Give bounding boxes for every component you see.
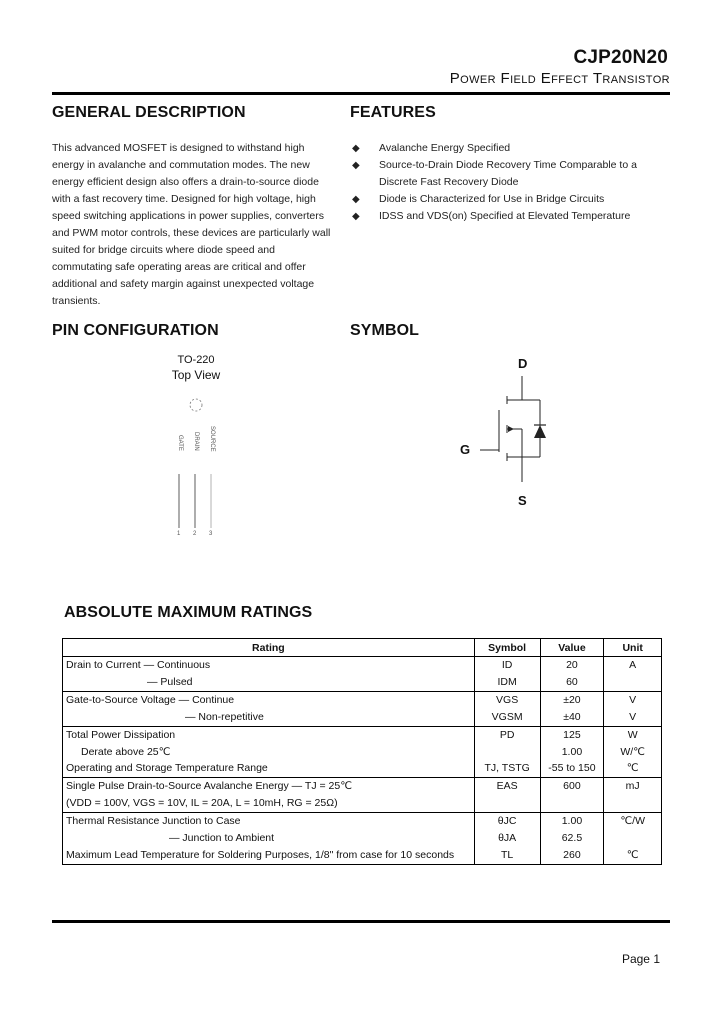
feature-item-continuation: Discrete Fast Recovery Diode	[379, 176, 519, 188]
channel-arrow-icon	[508, 426, 514, 432]
symbol-cell: VGSM	[474, 709, 540, 726]
rating-cell: (VDD = 100V, VGS = 10V, IL = 20A, L = 10mH, RG = 25Ω)	[63, 795, 475, 812]
description-line: with a fast recovery time. Designed for high voltage, high	[52, 193, 316, 205]
rating-cell: Derate above 25℃	[63, 744, 475, 761]
table-row	[63, 847, 662, 864]
unit-cell	[604, 674, 662, 691]
table-row	[63, 674, 662, 691]
description-line: additional and safety margin against unexpected voltage	[52, 278, 315, 290]
symbol-cell: θJA	[474, 830, 540, 847]
document-subtitle: Power Field Effect Transistor	[449, 70, 670, 87]
table-row	[63, 830, 662, 847]
description-line: and PWM motor controls, these devices are particularly wall	[52, 227, 331, 239]
value-cell: 20	[540, 657, 604, 674]
symbol-cell	[474, 795, 540, 812]
rating-cell: Total Power Dissipation	[63, 726, 475, 743]
table-row	[63, 726, 662, 743]
diamond-bullet-icon: ◆	[352, 160, 360, 171]
rating-cell: — Non-repetitive	[63, 709, 475, 726]
table-row	[63, 778, 662, 795]
table-row	[63, 795, 662, 812]
description-line: suited for bridge circuits where diode speed and	[52, 244, 275, 256]
rating-cell: Operating and Storage Temperature Range	[63, 760, 475, 777]
column-header: Value	[540, 639, 604, 657]
symbol-cell: VGS	[474, 691, 540, 708]
features-heading: FEATURES	[350, 104, 436, 121]
diamond-bullet-icon: ◆	[352, 211, 360, 222]
to220-package-drawing	[160, 390, 240, 550]
value-cell: 125	[540, 726, 604, 743]
description-line: speed switching applications in power supplies, converters	[52, 210, 324, 222]
source-label: S	[518, 493, 527, 508]
table-row	[63, 744, 662, 761]
pin-configuration-heading: PIN CONFIGURATION	[52, 322, 219, 339]
page-number: Page 1	[621, 952, 660, 966]
value-cell: -55 to 150	[540, 760, 604, 777]
mounting-hole-icon	[190, 399, 202, 411]
symbol-cell: EAS	[474, 778, 540, 795]
unit-cell: W/℃	[604, 744, 662, 761]
symbol-cell: TL	[474, 847, 540, 864]
drain-label: D	[518, 356, 528, 371]
column-header: Symbol	[474, 639, 540, 657]
pin-3-name: SOURCE	[209, 426, 215, 452]
absolute-maximum-ratings-heading: ABSOLUTE MAXIMUM RATINGS	[64, 604, 313, 621]
table-row	[63, 813, 662, 830]
footer-rule	[52, 920, 670, 923]
table-header-row	[63, 639, 662, 657]
absolute-maximum-ratings-table	[62, 638, 662, 865]
part-number: CJP20N20	[573, 47, 668, 68]
diamond-bullet-icon: ◆	[352, 143, 360, 154]
value-cell: 260	[540, 847, 604, 864]
unit-cell: V	[604, 709, 662, 726]
symbol-cell: IDM	[474, 674, 540, 691]
rating-cell: Thermal Resistance Junction to Case	[63, 813, 475, 830]
unit-cell	[604, 795, 662, 812]
unit-cell: A	[604, 657, 662, 674]
gate-label: G	[460, 442, 471, 457]
column-header: Rating	[63, 639, 475, 657]
symbol-heading: SYMBOL	[350, 322, 420, 339]
mosfet-symbol-drawing	[450, 352, 560, 512]
feature-item: ◆ Diode is Characterized for Use in Bridge Circuits	[352, 191, 670, 208]
unit-cell: ℃	[604, 847, 662, 864]
value-cell	[540, 795, 604, 812]
diamond-bullet-icon: ◆	[352, 194, 360, 205]
value-cell: 600	[540, 778, 604, 795]
general-description-heading: GENERAL DESCRIPTION	[52, 104, 246, 121]
table-row	[63, 691, 662, 708]
table-row	[63, 709, 662, 726]
unit-cell: V	[604, 691, 662, 708]
general-description-body	[52, 140, 344, 310]
value-cell: ±20	[540, 691, 604, 708]
pin-1-name: GATE	[177, 435, 183, 451]
unit-cell: ℃/W	[604, 813, 662, 830]
value-cell: 60	[540, 674, 604, 691]
feature-item: ◆ Source-to-Drain Diode Recovery Time Comparable to a	[352, 157, 670, 174]
pin-2-number: 2	[193, 531, 197, 537]
pin-2-name: DRAIN	[193, 432, 199, 451]
features-list	[352, 140, 670, 225]
unit-cell: W	[604, 726, 662, 743]
column-header: Unit	[604, 639, 662, 657]
header-rule	[52, 92, 670, 95]
pin-3-number: 3	[209, 531, 213, 537]
table-row	[63, 657, 662, 674]
table-row	[63, 760, 662, 777]
rating-cell: Gate-to-Source Voltage — Continue	[63, 691, 475, 708]
description-line: energy efficient design also offers a drain-to-source diode	[52, 176, 319, 188]
symbol-cell: θJC	[474, 813, 540, 830]
feature-item: ◆ IDSS and VDS(on) Specified at Elevated Temperature	[352, 208, 670, 225]
unit-cell: mJ	[604, 778, 662, 795]
package-name: TO-220	[177, 354, 215, 366]
pin-1-number: 1	[177, 531, 181, 537]
symbol-cell	[474, 744, 540, 761]
description-line: commutating safe operating areas are critical and offer	[52, 261, 306, 273]
rating-cell: Maximum Lead Temperature for Soldering Purposes, 1/8" from case for 10 seconds	[63, 847, 475, 864]
value-cell: 1.00	[540, 744, 604, 761]
symbol-cell: ID	[474, 657, 540, 674]
feature-item: ◆ Avalanche Energy Specified	[352, 140, 670, 157]
value-cell: ±40	[540, 709, 604, 726]
symbol-cell: PD	[474, 726, 540, 743]
package-view: Top View	[171, 368, 221, 382]
value-cell: 62.5	[540, 830, 604, 847]
unit-cell	[604, 830, 662, 847]
rating-cell: — Junction to Ambient	[63, 830, 475, 847]
description-line: This advanced MOSFET is designed to withstand high	[52, 142, 305, 154]
value-cell: 1.00	[540, 813, 604, 830]
rating-cell: — Pulsed	[63, 674, 475, 691]
unit-cell: ℃	[604, 760, 662, 777]
description-line: transients.	[52, 295, 101, 307]
description-line: energy in avalanche and commutation modes. The new	[52, 159, 310, 171]
rating-cell: Drain to Current — Continuous	[63, 657, 475, 674]
symbol-cell: TJ, TSTG	[474, 760, 540, 777]
body-diode-icon	[534, 425, 546, 438]
rating-cell: Single Pulse Drain-to-Source Avalanche Energy — TJ = 25℃	[63, 778, 475, 795]
